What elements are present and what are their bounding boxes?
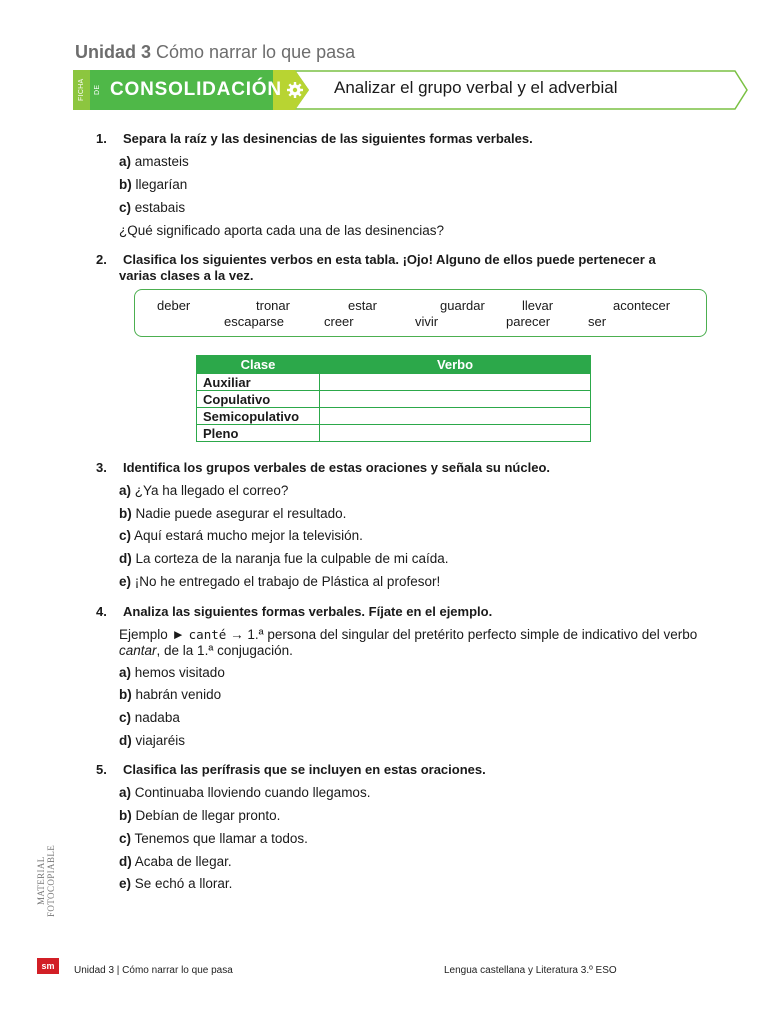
question-4 bbox=[96, 604, 492, 619]
question-1 bbox=[96, 131, 533, 146]
question-5 bbox=[96, 762, 486, 777]
column-header: Verbo bbox=[320, 356, 591, 374]
row-label: Pleno bbox=[197, 425, 320, 442]
list-item: a) Continuaba lloviendo cuando llegamos. bbox=[119, 785, 371, 800]
list-item: d) Acaba de llegar. bbox=[119, 854, 232, 869]
verb-word: acontecer bbox=[613, 298, 671, 313]
list-item: c) nadaba bbox=[119, 710, 180, 725]
unit-number: Unidad 3 bbox=[75, 42, 152, 62]
answer-cell[interactable] bbox=[320, 408, 591, 425]
question-text: Analiza las siguientes formas verbales. Fíjate en el ejemplo. bbox=[123, 604, 493, 619]
verb-box bbox=[134, 289, 707, 337]
list-item: e) ¡No he entregado el trabajo de Plástica al profesor! bbox=[119, 574, 441, 589]
example-block bbox=[119, 627, 739, 659]
example-verb: cantar bbox=[119, 643, 157, 658]
list-item: d) La corteza de la naranja fue la culpable de mi caída. bbox=[119, 551, 449, 566]
answer-cell[interactable] bbox=[320, 374, 591, 391]
example-explanation: → 1.ª persona del singular del pretérito perfecto simple de indicativo del verbo bbox=[230, 627, 698, 642]
list-item: b) habrán venido bbox=[119, 687, 222, 702]
question-2 bbox=[96, 252, 736, 284]
table-row bbox=[197, 408, 591, 425]
verb-word: vivir bbox=[415, 314, 439, 329]
question-text: Identifica los grupos verbales de estas oraciones y señala su núcleo. bbox=[123, 460, 550, 475]
gear-icon bbox=[286, 81, 304, 99]
material-fotocopiable-label: MATERIAL FOTOCOPIABLE bbox=[36, 844, 56, 918]
verb-word: guardar bbox=[440, 298, 485, 313]
question-text: Separa la raíz y las desinencias de las siguientes formas verbales. bbox=[123, 131, 533, 146]
list-item: b) Debían de llegar pronto. bbox=[119, 808, 281, 823]
verb-word: tronar bbox=[256, 298, 290, 313]
row-label: Copulativo bbox=[197, 391, 320, 408]
list-item: b) llegarían bbox=[119, 177, 188, 192]
banner-title: CONSOLIDACIÓN bbox=[110, 79, 282, 100]
row-label: Auxiliar bbox=[197, 374, 320, 391]
question-text-cont: varias clases a la vez. bbox=[119, 268, 254, 283]
unit-name: Cómo narrar lo que pasa bbox=[156, 42, 356, 62]
question-number: 1. bbox=[96, 131, 107, 146]
list-item: c) Aquí estará mucho mejor la televisión. bbox=[119, 528, 363, 543]
question-3 bbox=[96, 460, 550, 475]
followup-question: ¿Qué significado aporta cada una de las desinencias? bbox=[119, 223, 444, 238]
verb-word: ser bbox=[588, 314, 607, 329]
sm-logo: sm bbox=[37, 958, 59, 974]
list-item: e) Se echó a llorar. bbox=[119, 876, 233, 891]
example-word: canté bbox=[188, 627, 227, 642]
list-item: b) Nadie puede asegurar el resultado. bbox=[119, 506, 347, 521]
banner-subtitle: Analizar el grupo verbal y el adverbial bbox=[334, 78, 618, 97]
question-number: 2. bbox=[96, 252, 107, 267]
question-text: Clasifica las perífrasis que se incluyen en estas oraciones. bbox=[123, 762, 486, 777]
question-number: 3. bbox=[96, 460, 107, 475]
question-number: 5. bbox=[96, 762, 107, 777]
footer-right: Lengua castellana y Literatura 3.º ESO bbox=[444, 965, 617, 976]
answer-cell[interactable] bbox=[320, 391, 591, 408]
verb-word: creer bbox=[324, 314, 354, 329]
list-item: a) amasteis bbox=[119, 154, 189, 169]
list-item: a) ¿Ya ha llegado el correo? bbox=[119, 483, 289, 498]
question-number: 4. bbox=[96, 604, 107, 619]
list-item: d) viajaréis bbox=[119, 733, 186, 748]
verb-word: llevar bbox=[522, 298, 554, 313]
verb-word: deber bbox=[157, 298, 191, 313]
table-header-row bbox=[197, 356, 591, 374]
list-item: c) Tenemos que llamar a todos. bbox=[119, 831, 308, 846]
column-header: Clase bbox=[197, 356, 320, 374]
table-row bbox=[197, 425, 591, 442]
classification-table bbox=[196, 355, 591, 442]
list-item: c) estabais bbox=[119, 200, 186, 215]
unit-title bbox=[75, 42, 355, 63]
footer-left: Unidad 3 | Cómo narrar lo que pasa bbox=[74, 965, 233, 976]
example-end: , de la 1.ª conjugación. bbox=[156, 643, 293, 658]
ficha-de-label: FICHA DE bbox=[78, 78, 101, 102]
verb-word: escaparse bbox=[224, 314, 284, 329]
row-label: Semicopulativo bbox=[197, 408, 320, 425]
verb-word: parecer bbox=[506, 314, 551, 329]
list-item: a) hemos visitado bbox=[119, 665, 225, 680]
table-row bbox=[197, 391, 591, 408]
question-text: Clasifica los siguientes verbos en esta tabla. ¡Ojo! Alguno de ellos puede pertenecer a bbox=[123, 252, 656, 267]
verb-word: estar bbox=[348, 298, 377, 313]
answer-cell[interactable] bbox=[320, 425, 591, 442]
example-label: Ejemplo ► bbox=[119, 627, 185, 642]
table-row bbox=[197, 374, 591, 391]
